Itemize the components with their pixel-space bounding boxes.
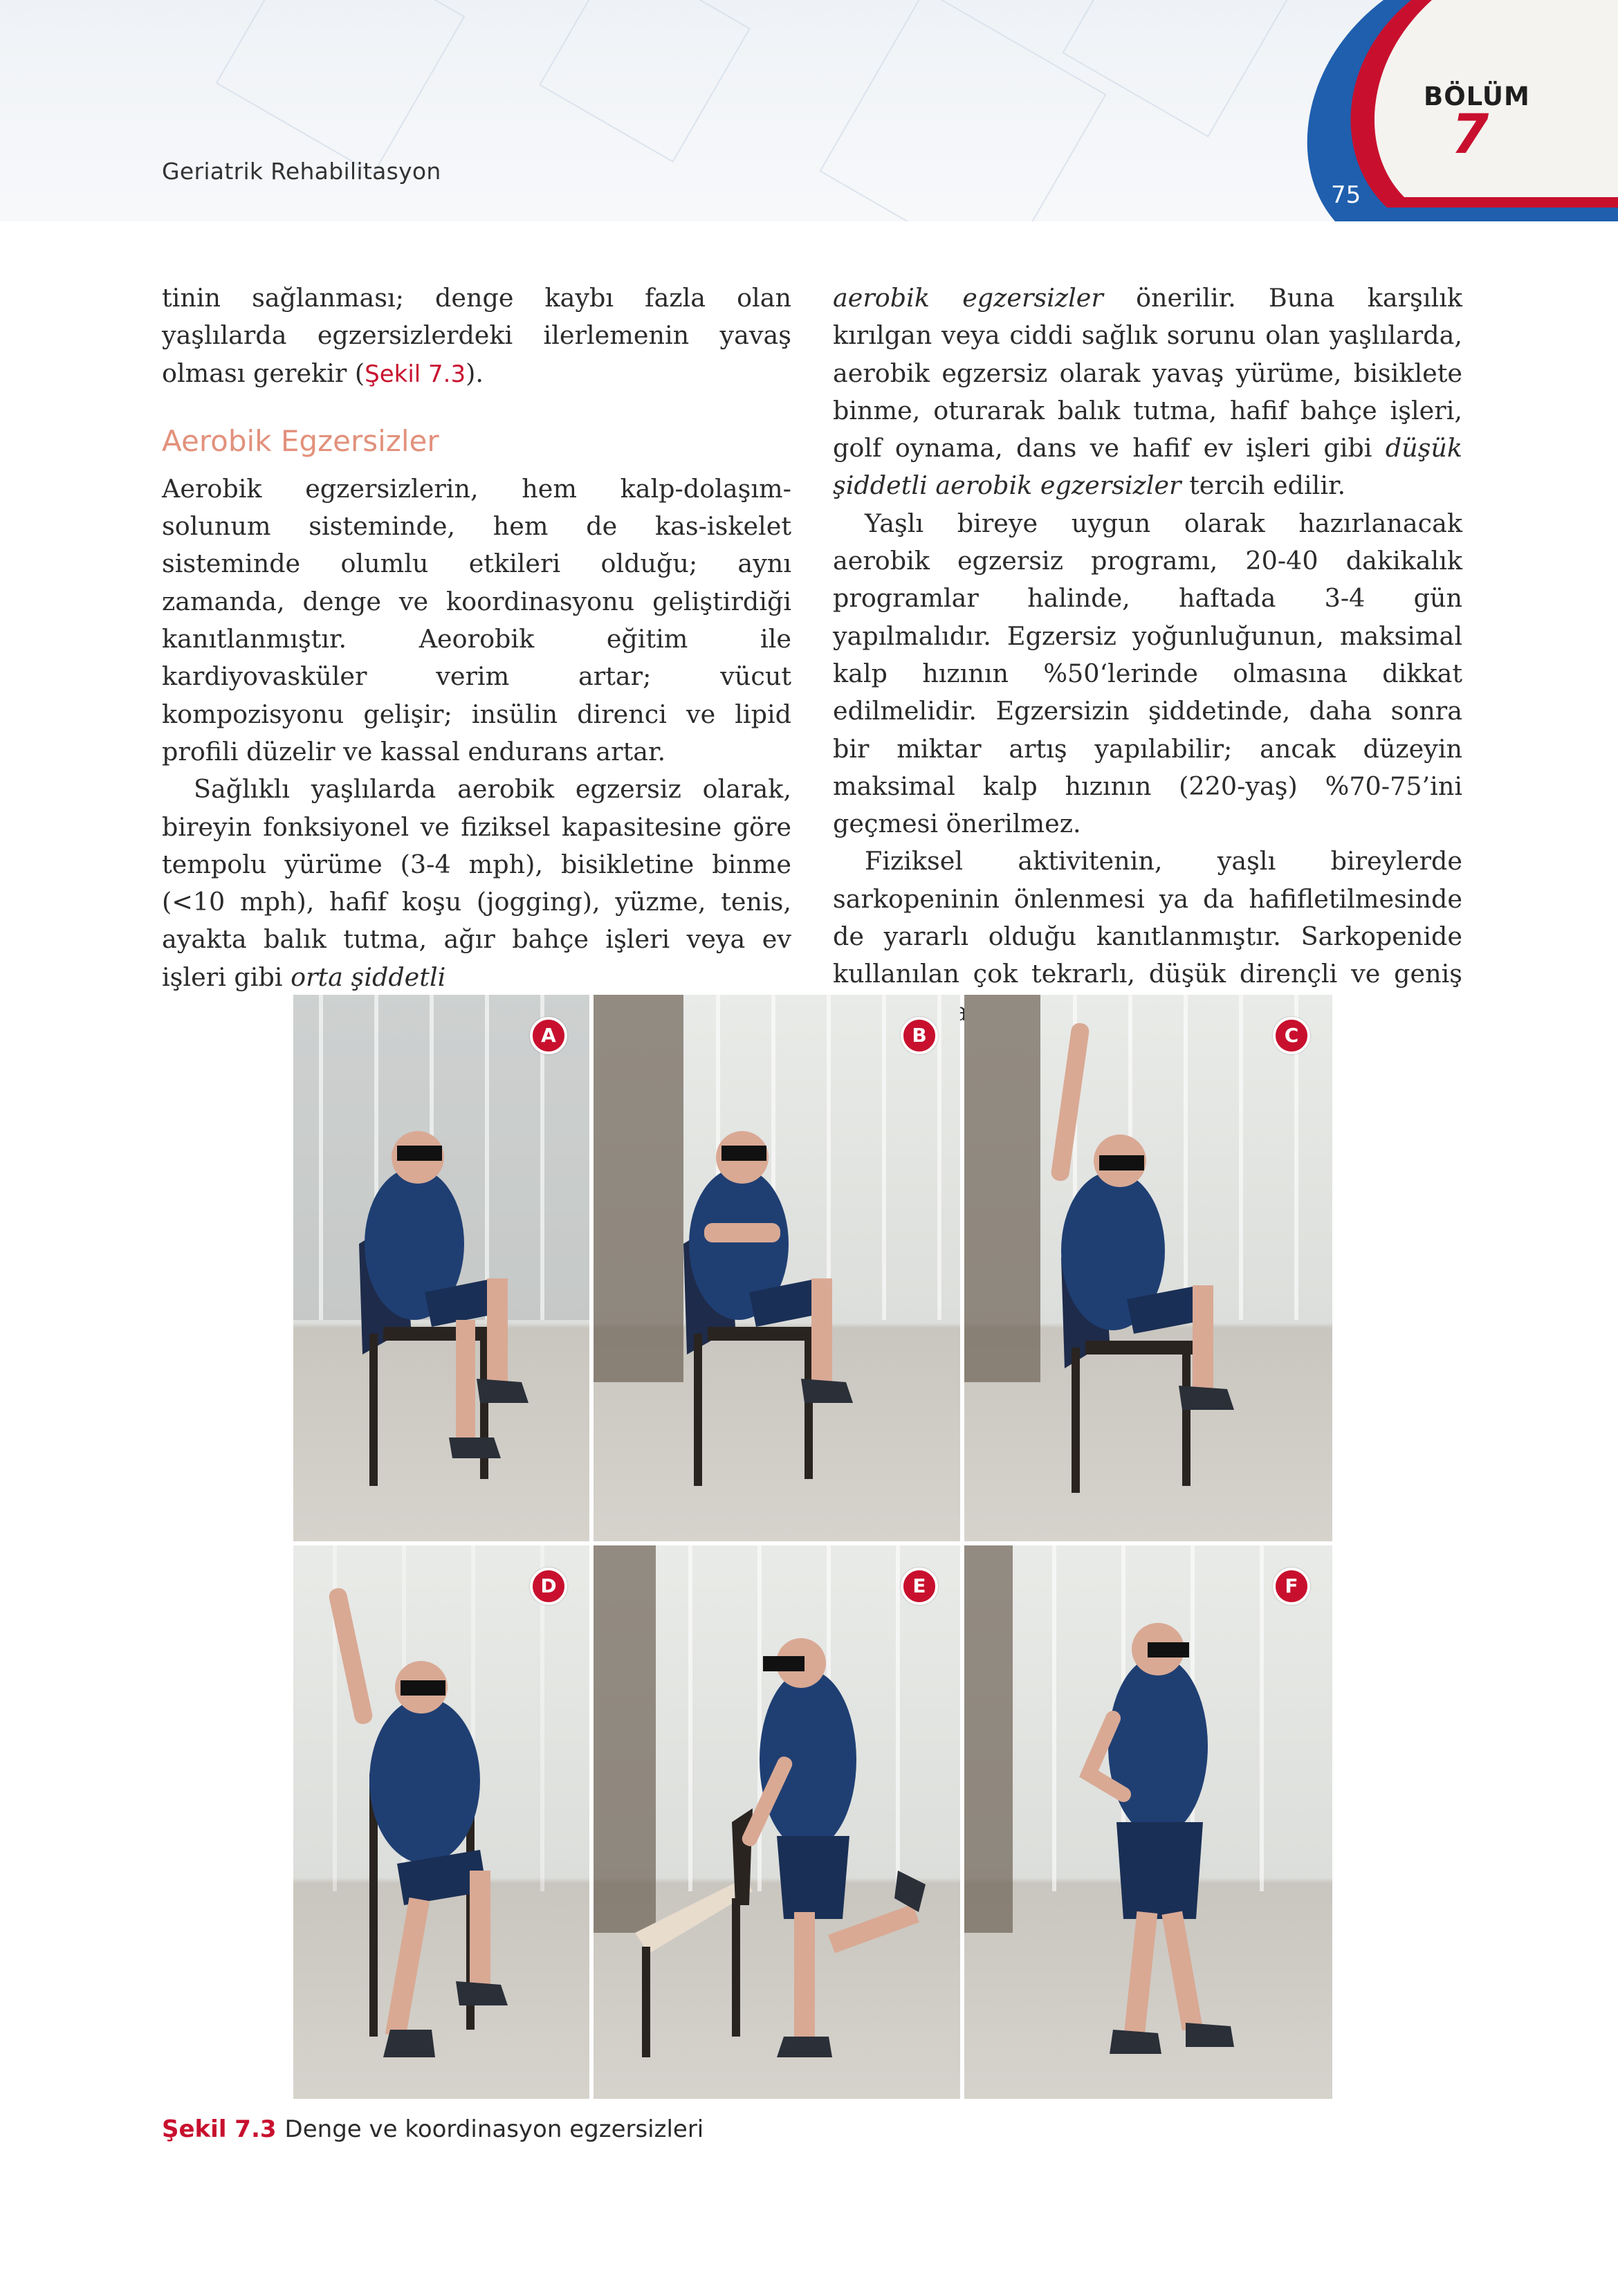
paragraph <box>162 279 791 393</box>
photo-panel-c <box>964 995 1332 1541</box>
right-text-column <box>833 279 1462 1031</box>
standing-person-illustration <box>964 1545 1332 2099</box>
panel-label-badge: F <box>1273 1568 1310 1605</box>
emphasis-text: orta şiddetli <box>291 962 446 992</box>
emphasis-text: düşük şiddetli aerobik egzersizler <box>833 433 1462 501</box>
figure-7-3 <box>293 995 1332 2099</box>
paragraph-text: tinin sağlanması; denge kaybı fazla olan yaşlılarda egzersizlerdeki ilerlemenin yavaş olması gerekir ( <box>162 283 791 388</box>
paragraph-text: tercih edilir. <box>1181 470 1346 501</box>
panel-label-badge: D <box>530 1568 567 1605</box>
figure-reference-link[interactable]: Şekil 7.3 <box>365 360 466 388</box>
emphasis-text: aerobik egzersizler <box>833 283 1103 313</box>
panel-label-badge: C <box>1273 1017 1310 1054</box>
paragraph: Aerobik egzersizlerin, hem kalp-dolaşım-solunum sisteminde, hem de kas-iskelet sisteminde olumlu etkileri olduğu; aynı zamanda, denge ve koordinasyonu geliştirdiği kanıtlanmıştır. Aeorobik eğitim ile kardiyovasküler verim artar; vücut kompozisyonu gelişir; insülin direnci ve lipid profili düzelir ve kassal endurans artar. <box>162 473 791 766</box>
page-header <box>0 0 1618 221</box>
panel-label-badge: A <box>530 1017 567 1054</box>
photo-panel-a <box>293 995 589 1541</box>
photo-panel-e <box>594 1545 960 2099</box>
photo-panel-d <box>293 1545 589 2099</box>
seated-person-illustration <box>964 995 1332 1541</box>
running-title: Geriatrik Rehabilitasyon <box>162 158 441 185</box>
caption-label: Şekil 7.3 <box>162 2115 277 2143</box>
paragraph: Fiziksel aktivitenin, yaşlı bireylerde sarkopeninin önlenmesi ya da hafifletilmesinde de yararlı olduğu kanıtlanmıştır. Sarkopenide kullanılan çok tekrarlı, düşük dirençli ve geniş <box>833 846 1462 989</box>
caption-text: Denge ve koordinasyon egzersizleri <box>284 2115 704 2143</box>
photo-panel-f <box>964 1545 1332 2099</box>
seated-person-illustration <box>293 1545 589 2099</box>
paragraph <box>162 771 791 996</box>
paragraph <box>833 279 1462 505</box>
standing-person-illustration <box>594 1545 960 2099</box>
section-heading: Aerobik Egzersizler <box>162 423 439 458</box>
panel-label-badge: B <box>901 1017 938 1054</box>
paragraph-text: ). <box>466 358 484 388</box>
paragraph-text: önerilir. Buna karşılık kırılgan veya ciddi sağlık sorunu olan yaşlılarda, aerobik egzersiz olarak yavaş yürüme, bisiklete binme, oturarak balık tutma, hafif bahçe işleri, golf oynama, dans ve hafif ev işleri gibi <box>833 283 1462 463</box>
chapter-number: 7 <box>1451 104 1489 166</box>
seated-person-illustration <box>293 995 589 1541</box>
left-text-column <box>162 279 791 996</box>
page-number: 75 <box>1331 181 1361 209</box>
chapter-corner-swoosh <box>0 0 1618 221</box>
paragraph: Yaşlı bireye uygun olarak hazırlanacak aerobik egzersiz programı, 20-40 dakikalık programlar halinde, haftada 3-4 gün yapılmalıdır. Egzersiz yoğunluğunun, maksimal kalp hızının %50‘lerinde olmasına dikkat edilmelidir. Egzersizin şiddetinde, daha sonra bir miktar artış yapılabilir; ancak düzeyin maksimal kalp hızının (220-yaş) %70-75’ini geçmesi önerilmez. <box>833 508 1462 839</box>
figure-caption <box>162 2115 704 2143</box>
chapter-label: BÖLÜM <box>1424 82 1530 111</box>
seated-person-illustration <box>594 995 960 1541</box>
panel-label-badge: E <box>901 1568 938 1605</box>
photo-panel-b <box>594 995 960 1541</box>
paragraph-text: Sağlıklı yaşlılarda aerobik egzersiz olarak, bireyin fonksiyonel ve fiziksel kapasitesine göre tempolu yürüme (3-4 mph), bisikletine binme (<10 mph), hafif koşu (jogging), yüzme, tenis, ayakta balık tutma, ağır bahçe işleri veya ev işleri gibi <box>162 774 791 992</box>
